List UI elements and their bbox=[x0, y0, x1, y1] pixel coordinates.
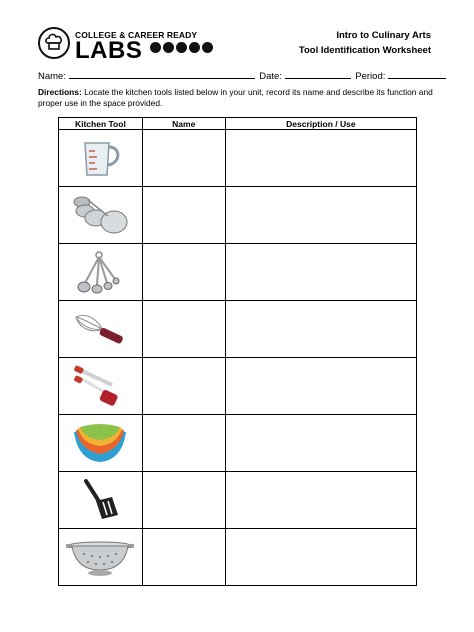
name-cell[interactable] bbox=[142, 529, 225, 586]
tool-image-cell bbox=[59, 187, 143, 244]
mixing-bowls-icon bbox=[70, 420, 130, 466]
table-row bbox=[59, 244, 417, 301]
description-cell[interactable] bbox=[225, 187, 416, 244]
logo-badge-icon bbox=[176, 42, 187, 53]
table-row bbox=[59, 130, 417, 187]
name-cell[interactable] bbox=[142, 187, 225, 244]
directions-label: Directions: bbox=[38, 87, 82, 97]
slotted-turner-icon bbox=[74, 477, 126, 523]
period-label: Period: bbox=[355, 71, 386, 82]
worksheet-title: Tool Identification Worksheet bbox=[298, 45, 431, 56]
worksheet-header bbox=[299, 28, 431, 58]
table-row bbox=[59, 358, 417, 415]
name-cell[interactable] bbox=[142, 472, 225, 529]
name-cell[interactable] bbox=[142, 358, 225, 415]
tool-image-cell bbox=[59, 130, 143, 187]
table-row bbox=[59, 472, 417, 529]
directions bbox=[38, 87, 438, 108]
student-info-line bbox=[38, 69, 446, 82]
colander-icon bbox=[64, 536, 136, 578]
logo-icons bbox=[150, 42, 213, 53]
measuring-cups-set-icon bbox=[68, 192, 132, 238]
table-row bbox=[59, 529, 417, 586]
description-cell[interactable] bbox=[225, 358, 416, 415]
date-label: Date: bbox=[259, 71, 282, 82]
logo-badge-icon bbox=[202, 42, 213, 53]
name-cell[interactable] bbox=[142, 244, 225, 301]
name-field[interactable] bbox=[69, 69, 255, 79]
logo-top-text: COLLEGE & CAREER READY bbox=[75, 30, 198, 40]
tool-image-cell bbox=[59, 358, 143, 415]
tool-image-cell bbox=[59, 415, 143, 472]
chef-hat-icon bbox=[38, 27, 70, 59]
table-row bbox=[59, 415, 417, 472]
tool-image-cell bbox=[59, 472, 143, 529]
date-field[interactable] bbox=[285, 69, 351, 79]
tool-image-cell bbox=[59, 529, 143, 586]
description-cell[interactable] bbox=[225, 130, 416, 187]
course-title: Intro to Culinary Arts bbox=[336, 30, 431, 41]
description-cell[interactable] bbox=[225, 244, 416, 301]
directions-text: Locate the kitchen tools listed below in your unit, record its name and describe its function and proper use in the space provided. bbox=[38, 87, 433, 108]
spatulas-icon bbox=[72, 363, 128, 409]
table-row bbox=[59, 187, 417, 244]
period-field[interactable] bbox=[388, 69, 446, 79]
name-cell[interactable] bbox=[142, 301, 225, 358]
table-row bbox=[59, 301, 417, 358]
whisk-icon bbox=[70, 309, 130, 349]
name-cell[interactable] bbox=[142, 130, 225, 187]
tool-image-cell bbox=[59, 301, 143, 358]
tool-image-cell bbox=[59, 244, 143, 301]
logo bbox=[38, 27, 208, 67]
table-header-row bbox=[59, 118, 417, 130]
description-cell[interactable] bbox=[225, 472, 416, 529]
logo-badge-icon bbox=[150, 42, 161, 53]
description-cell[interactable] bbox=[225, 529, 416, 586]
name-label: Name: bbox=[38, 71, 66, 82]
description-cell[interactable] bbox=[225, 301, 416, 358]
logo-badge-icon bbox=[163, 42, 174, 53]
column-header-name: Name bbox=[142, 118, 225, 130]
column-header-description: Description / Use bbox=[225, 118, 416, 130]
logo-badge-icon bbox=[189, 42, 200, 53]
name-cell[interactable] bbox=[142, 415, 225, 472]
measuring-cup-icon bbox=[75, 137, 125, 179]
logo-main-text: LABS bbox=[75, 37, 143, 64]
column-header-kitchen-tool: Kitchen Tool bbox=[59, 118, 143, 130]
tool-table bbox=[58, 117, 417, 586]
description-cell[interactable] bbox=[225, 415, 416, 472]
measuring-spoons-icon bbox=[73, 249, 127, 295]
